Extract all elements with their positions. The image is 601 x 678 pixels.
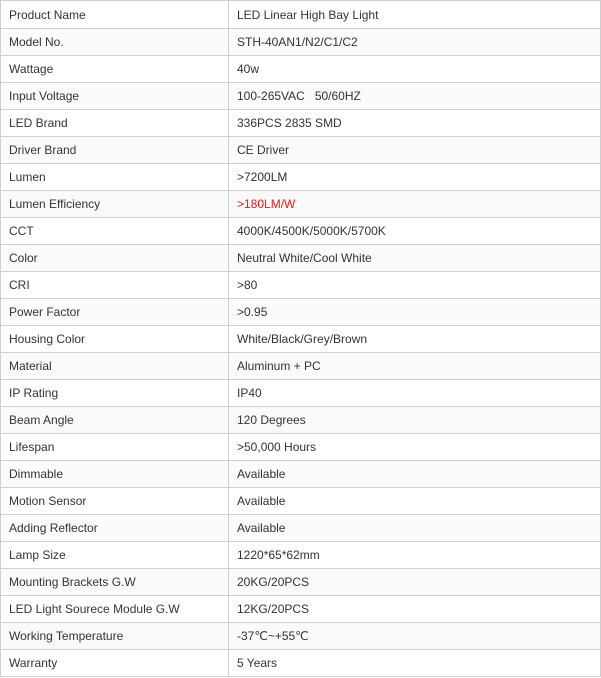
spec-label: CRI xyxy=(1,272,229,299)
table-row xyxy=(1,353,601,380)
spec-label: Color xyxy=(1,245,229,272)
spec-label: Dimmable xyxy=(1,461,229,488)
spec-value: 20KG/20PCS xyxy=(229,569,601,596)
table-row xyxy=(1,515,601,542)
table-row xyxy=(1,542,601,569)
spec-label: Beam Angle xyxy=(1,407,229,434)
spec-label: Input Voltage xyxy=(1,83,229,110)
table-row xyxy=(1,326,601,353)
spec-label: Adding Reflector xyxy=(1,515,229,542)
spec-value: >80 xyxy=(229,272,601,299)
spec-value: 1220*65*62mm xyxy=(229,542,601,569)
spec-value: Available xyxy=(229,461,601,488)
spec-label: Mounting Brackets G.W xyxy=(1,569,229,596)
spec-value: >0.95 xyxy=(229,299,601,326)
spec-value: 5 Years xyxy=(229,650,601,677)
spec-value: Available xyxy=(229,515,601,542)
spec-label: Motion Sensor xyxy=(1,488,229,515)
spec-label: Lumen xyxy=(1,164,229,191)
table-row xyxy=(1,650,601,677)
spec-label: Housing Color xyxy=(1,326,229,353)
spec-label: Model No. xyxy=(1,29,229,56)
spec-value: >7200LM xyxy=(229,164,601,191)
spec-value-highlighted: >180LM/W xyxy=(229,191,601,218)
spec-label: CCT xyxy=(1,218,229,245)
spec-label: Driver Brand xyxy=(1,137,229,164)
table-row xyxy=(1,110,601,137)
spec-label: Lamp Size xyxy=(1,542,229,569)
spec-value: 120 Degrees xyxy=(229,407,601,434)
spec-value: IP40 xyxy=(229,380,601,407)
table-row xyxy=(1,245,601,272)
spec-label: Lumen Efficiency xyxy=(1,191,229,218)
table-row xyxy=(1,218,601,245)
spec-label: Lifespan xyxy=(1,434,229,461)
spec-label: LED Brand xyxy=(1,110,229,137)
spec-value: Available xyxy=(229,488,601,515)
spec-label: LED Light Sourece Module G.W xyxy=(1,596,229,623)
spec-value: Neutral White/Cool White xyxy=(229,245,601,272)
spec-label: Wattage xyxy=(1,56,229,83)
table-row xyxy=(1,191,601,218)
spec-value: STH-40AN1/N2/C1/C2 xyxy=(229,29,601,56)
table-row xyxy=(1,596,601,623)
table-row xyxy=(1,380,601,407)
table-row xyxy=(1,56,601,83)
table-row xyxy=(1,461,601,488)
spec-value: 4000K/4500K/5000K/5700K xyxy=(229,218,601,245)
spec-label: Warranty xyxy=(1,650,229,677)
spec-label: Material xyxy=(1,353,229,380)
spec-value: 100-265VAC 50/60HZ xyxy=(229,83,601,110)
spec-value: White/Black/Grey/Brown xyxy=(229,326,601,353)
table-row xyxy=(1,488,601,515)
spec-label: IP Rating xyxy=(1,380,229,407)
table-row xyxy=(1,164,601,191)
table-row xyxy=(1,623,601,650)
spec-value: CE Driver xyxy=(229,137,601,164)
spec-value: -37℃~+55℃ xyxy=(229,623,601,650)
spec-value: 40w xyxy=(229,56,601,83)
table-row xyxy=(1,1,601,29)
table-row xyxy=(1,569,601,596)
spec-label: Working Temperature xyxy=(1,623,229,650)
table-row xyxy=(1,137,601,164)
spec-value: LED Linear High Bay Light xyxy=(229,1,601,29)
spec-value: 12KG/20PCS xyxy=(229,596,601,623)
spec-value: >50,000 Hours xyxy=(229,434,601,461)
spec-value: 336PCS 2835 SMD xyxy=(229,110,601,137)
spec-value: Aluminum + PC xyxy=(229,353,601,380)
table-row xyxy=(1,407,601,434)
spec-label: Product Name xyxy=(1,1,229,29)
table-row xyxy=(1,434,601,461)
table-row xyxy=(1,272,601,299)
spec-label: Power Factor xyxy=(1,299,229,326)
table-row xyxy=(1,299,601,326)
table-row xyxy=(1,29,601,56)
table-row xyxy=(1,83,601,110)
